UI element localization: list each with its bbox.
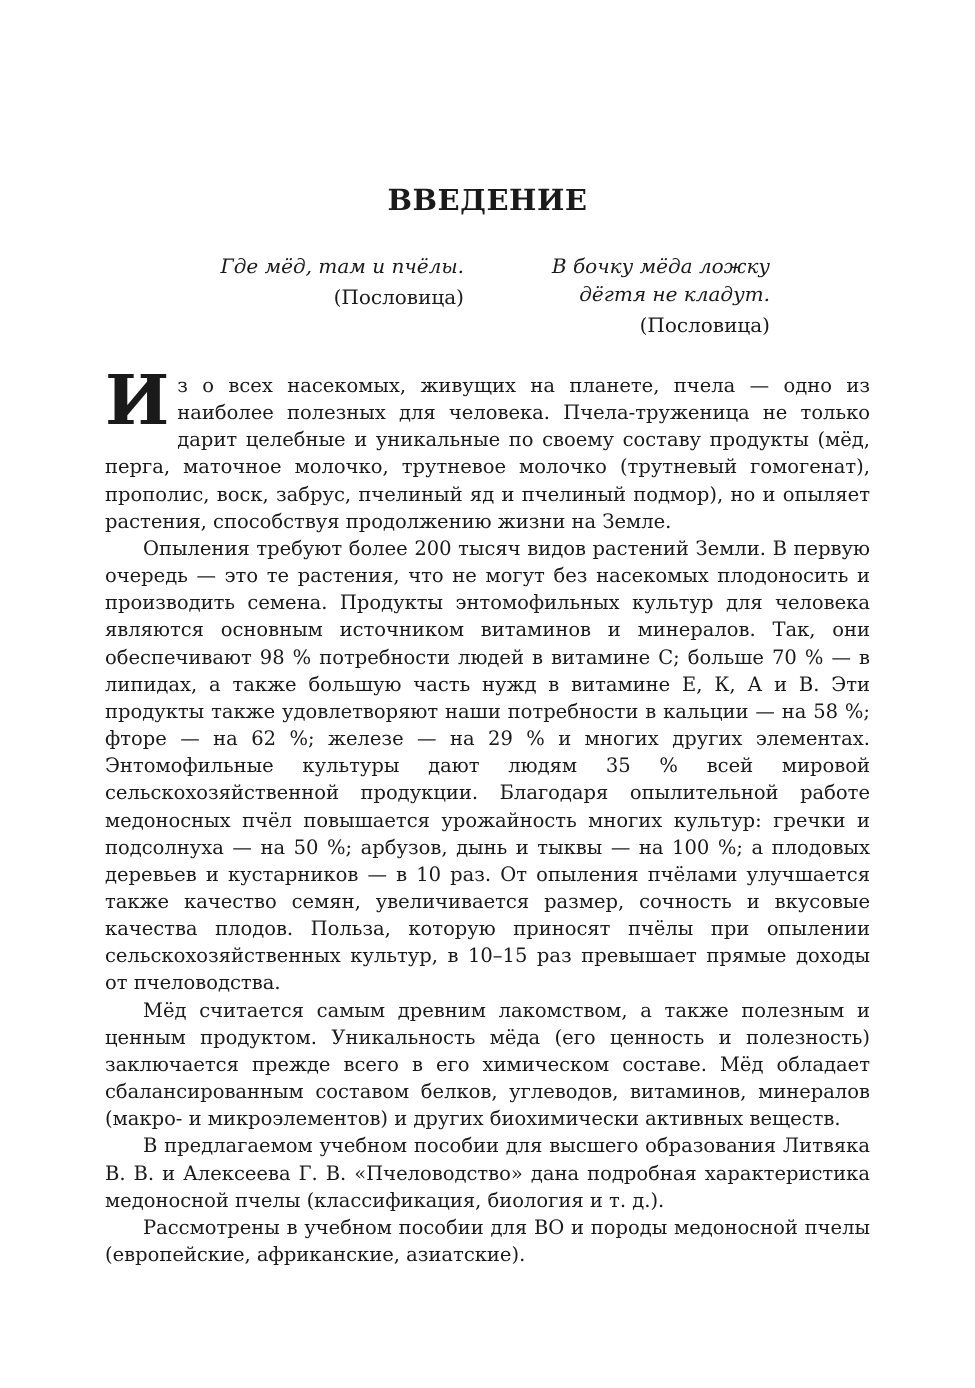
- drop-cap: И: [105, 361, 170, 441]
- paragraph-4: В предлагаемом учебном пособии для высшего образования Литвяка В. В. и Алексеева Г. В. «Пчеловодство» дана подробная характеристика медоносной пчелы (классификация, биология и т. д.).: [105, 1134, 870, 1212]
- epigraph-source: (Пословица): [639, 313, 770, 337]
- epigraph-quote-line-2: дёгтя не кладут.: [579, 282, 770, 306]
- paragraph-1-text: з о всех насекомых, живущих на планете, пчела — одно из наиболее полезных для человека. Пчела-труженица не только дарит целебные и уникальные по своему составу продукты (мёд, перга, маточное молочко, трутневое молочко (трутневый гомогенат), прополис, воск, забрус, пчелиный яд и пчелиный подмор), но и опыляет растения, способствуя продолжению жизни на Земле.: [105, 374, 870, 533]
- paragraph-5: Рассмотрены в учебном пособии для ВО и породы медоносной пчелы (европейские, африканские, азиатские).: [105, 1215, 870, 1266]
- body-text: [105, 361, 870, 1268]
- epigraph-left: [164, 252, 464, 311]
- epigraph-quote-line-1: В бочку мёда ложку: [551, 254, 770, 278]
- paragraph-3: Мёд считается самым древним лакомством, а также полезным и ценным продуктом. Уникальность мёда (его ценность и полезность) заключается прежде всего в его химическом составе. Мёд обладает сбалансированным составом белков, углеводов, витаминов, минералов (макро- и микроэлементов) и других биохимически активных веществ.: [105, 998, 870, 1131]
- paragraph-1: [105, 361, 870, 535]
- paragraph-2: Опыления требуют более 200 тысяч видов растений Земли. В первую очередь — это те растения, что не могут без насекомых плодоносить и производить семена. Продукты энтомофильных культур для человека являются основным источником витаминов и минералов. Так, они обеспечивают 98 % потребности людей в витамине С; больше 70 % — в липидах, а также большую часть нужд в витамине Е, К, А и В. Эти продукты также удовлетворяют наши потребности в кальции — на 58 %; фторе — на 62 %; железе — на 29 % и многих других элементах. Энтомофильные культуры дают людям 35 % всей мировой сельскохозяйственной продукции. Благодаря опылительной работе медоносных пчёл повышается урожайность многих культур: гречки и подсолнуха — на 50 %; арбузов, дынь и тыквы — на 100 %; а плодовых деревьев и кустарников — в 10 раз. От опыления пчёлами улучшается также качество семян, увеличивается размер, сочность и вкусовые качества плодов. Польза, которую приносят пчёлы при опылении сельскохозяйственных культур, в 10–15 раз превышает прямые доходы от пчеловодства.: [105, 536, 870, 995]
- epigraph-source: (Пословица): [333, 285, 464, 309]
- epigraph-quote: Где мёд, там и пчёлы.: [220, 254, 464, 278]
- epigraph-right: [470, 252, 770, 339]
- page-title: ВВЕДЕНИЕ: [387, 183, 588, 217]
